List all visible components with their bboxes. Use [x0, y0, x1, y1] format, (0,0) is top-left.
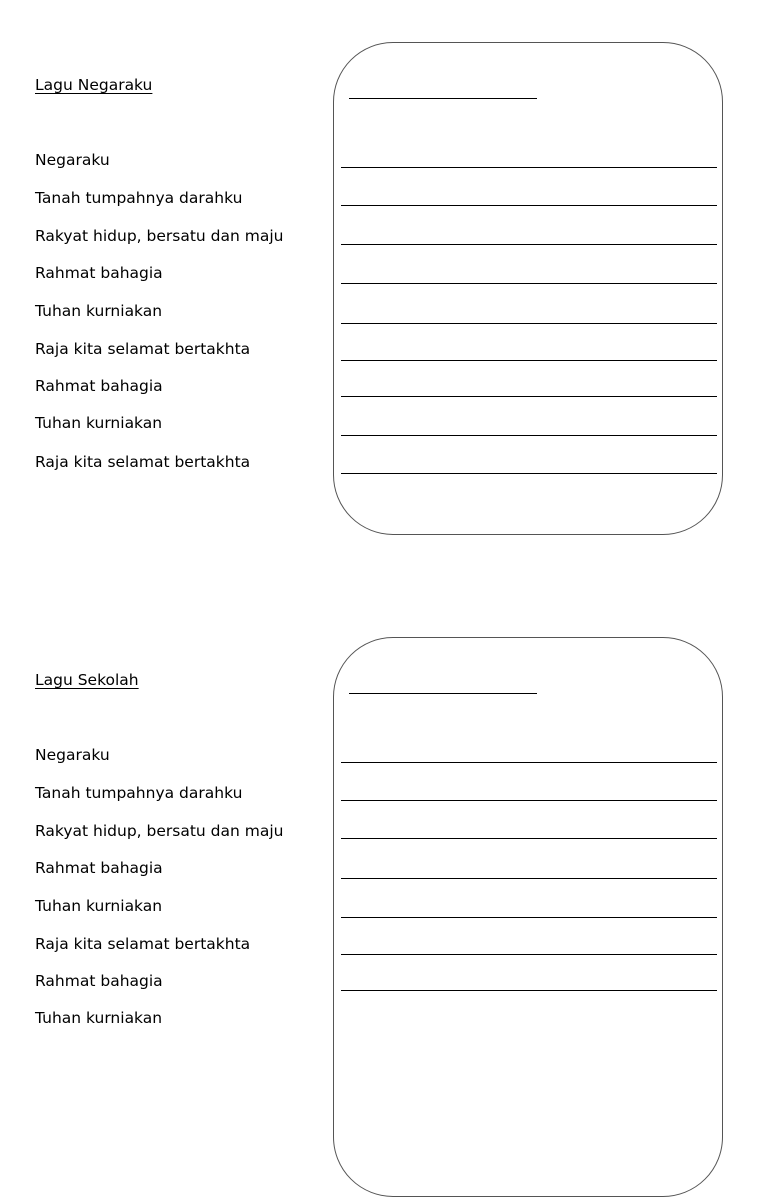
- lyric-line: Tuhan kurniakan: [35, 897, 163, 915]
- writing-line[interactable]: [341, 205, 717, 206]
- lyric-line: Raja kita selamat bertakhta: [35, 453, 251, 471]
- writing-line[interactable]: [341, 838, 717, 839]
- lyric-line: Rahmat bahagia: [35, 377, 163, 395]
- lyric-line: Rakyat hidup, bersatu dan maju: [35, 227, 284, 245]
- writing-line[interactable]: [341, 878, 717, 879]
- writing-line[interactable]: [341, 167, 717, 168]
- lyric-line: Rahmat bahagia: [35, 972, 163, 990]
- lyric-line: Tuhan kurniakan: [35, 1009, 163, 1027]
- lyric-line: Rakyat hidup, bersatu dan maju: [35, 822, 284, 840]
- writing-line[interactable]: [341, 360, 717, 361]
- lyric-line: Tuhan kurniakan: [35, 414, 163, 432]
- writing-line[interactable]: [341, 396, 717, 397]
- writing-line[interactable]: [341, 435, 717, 436]
- writing-line[interactable]: [341, 990, 717, 991]
- writing-line[interactable]: [341, 473, 717, 474]
- lyric-line: Raja kita selamat bertakhta: [35, 340, 251, 358]
- lyric-line: Negaraku: [35, 746, 110, 764]
- title-writing-line[interactable]: [349, 98, 537, 99]
- title-writing-line[interactable]: [349, 693, 537, 694]
- lyric-line: Tuhan kurniakan: [35, 302, 163, 320]
- writing-line[interactable]: [341, 954, 717, 955]
- lyric-line: Negaraku: [35, 151, 110, 169]
- section-title: Lagu Sekolah: [35, 671, 139, 689]
- writing-line[interactable]: [341, 283, 717, 284]
- lyric-line: Tanah tumpahnya darahku: [35, 784, 243, 802]
- lyric-line: Tanah tumpahnya darahku: [35, 189, 243, 207]
- lyric-line: Rahmat bahagia: [35, 859, 163, 877]
- worksheet-section-sekolah: [0, 595, 768, 1027]
- section-title: Lagu Negaraku: [35, 76, 153, 94]
- writing-box: [333, 637, 723, 1197]
- writing-line[interactable]: [341, 244, 717, 245]
- worksheet-section-negaraku: [0, 0, 768, 560]
- writing-box: [333, 42, 723, 535]
- lyric-line: Rahmat bahagia: [35, 264, 163, 282]
- writing-line[interactable]: [341, 762, 717, 763]
- writing-line[interactable]: [341, 323, 717, 324]
- writing-line[interactable]: [341, 800, 717, 801]
- writing-line[interactable]: [341, 917, 717, 918]
- lyric-line: Raja kita selamat bertakhta: [35, 935, 251, 953]
